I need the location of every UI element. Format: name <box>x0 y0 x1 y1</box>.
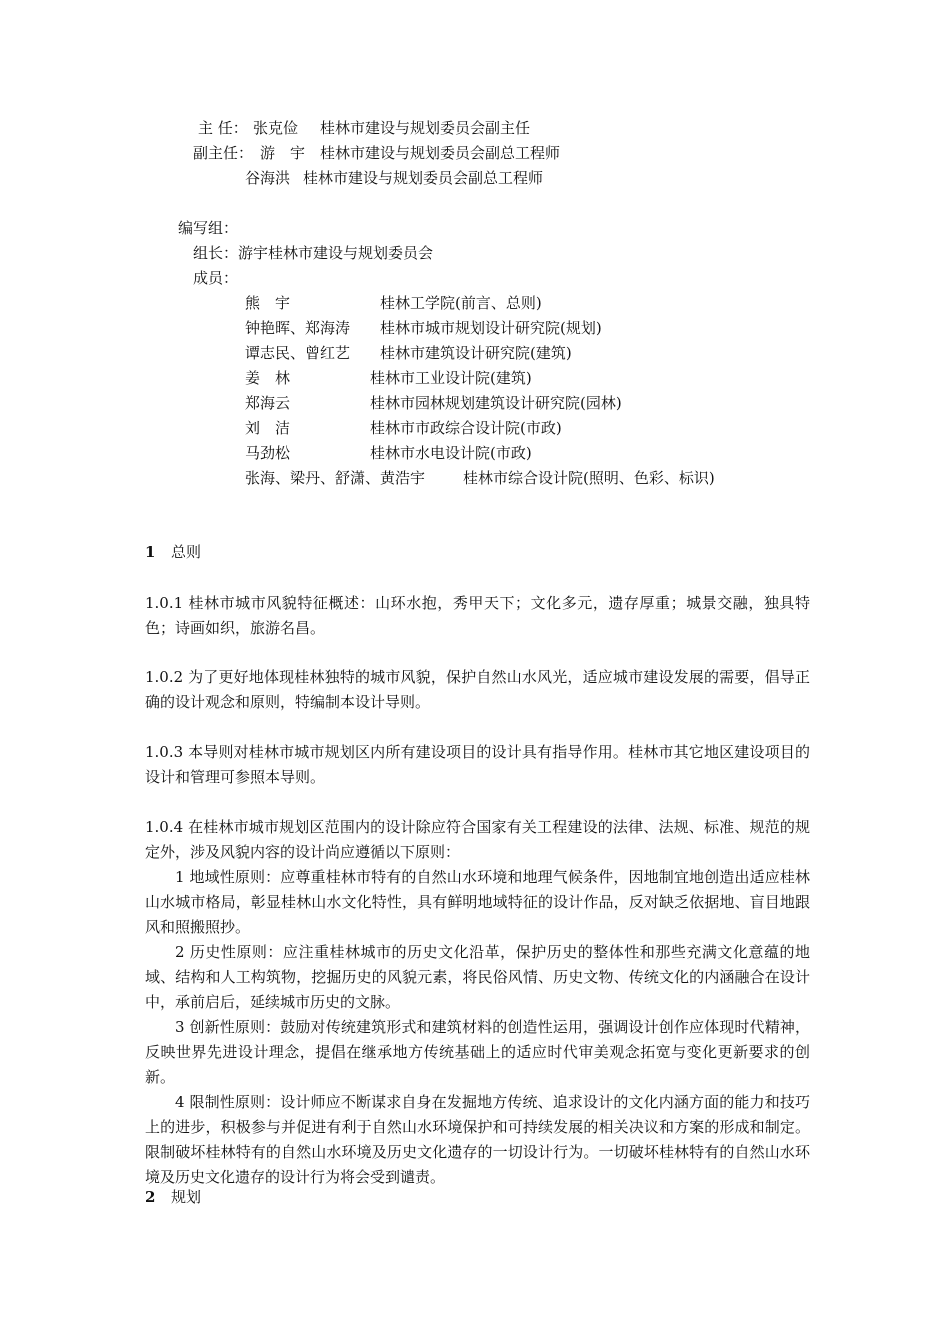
section-title: 规划 <box>171 1188 202 1206</box>
leader-director-title: 桂林市建设与规划委员会副主任 <box>320 119 531 137</box>
member-name: 姜 林 <box>245 369 291 387</box>
member-name: 熊 宇 <box>245 294 291 312</box>
leader-deputy-title: 桂林市建设与规划委员会副总工程师 <box>320 144 561 162</box>
member-org: 桂林工学院(前言、总则) <box>380 294 542 312</box>
member-name: 马劲松 <box>245 444 291 462</box>
clause-1-0-1: 1.0.1 桂林市城市风貌特征概述：山环水抱，秀甲天下；文化多元，遗存厚重；城景交融，独具特色；诗画如织，旅游名昌。 <box>145 594 810 637</box>
section-number: 1 <box>145 543 156 561</box>
leader-director-label: 主 任： <box>198 119 248 137</box>
leader-deputy-name: 游 宇 <box>260 144 306 162</box>
member-name: 张海、梁丹、舒潇、黄浩宇 <box>245 469 426 487</box>
member-name: 谭志民、曾红艺 <box>245 344 351 362</box>
leader-deputy2-title: 桂林市建设与规划委员会副总工程师 <box>303 169 544 187</box>
clause-1-0-3: 1.0.3 本导则对桂林市城市规划区内所有建设项目的设计具有指导作用。桂林市其它地区建设项目的设计和管理可参照本导则。 <box>145 743 810 786</box>
group-leader: 组长：游宇桂林市建设与规划委员会 <box>193 244 434 262</box>
leader-director-name: 张克俭 <box>253 119 299 137</box>
principle-historical: 2 历史性原则：应注重桂林城市的历史文化沿革，保护历史的整体性和那些充满文化意蕴的地域、结构和人工构筑物，挖掘历史的风貌元素，将民俗风情、历史文物、传统文化的内涵融合在设计中，承前启后，延续城市历史的文脉。 <box>145 943 810 1011</box>
clause-1-0-2: 1.0.2 为了更好地体现桂林独特的城市风貌，保护自然山水风光，适应城市建设发展的需要，倡导正确的设计观念和原则，特编制本设计导则。 <box>145 668 810 711</box>
member-org: 桂林市园林规划建筑设计研究院(园林) <box>370 394 622 412</box>
leader-deputy2-name: 谷海洪 <box>245 169 291 187</box>
principle-innovation: 3 创新性原则：鼓励对传统建筑形式和建筑材料的创造性运用，强调设计创作应体现时代精神，反映世界先进设计理念，提倡在继承地方传统基础上的适应时代审美观念拓宽与变化更新要求的创新。 <box>145 1018 810 1086</box>
member-org: 桂林市市政综合设计院(市政) <box>370 419 562 437</box>
principle-regional: 1 地域性原则：应尊重桂林市特有的自然山水环境和地理气候条件，因地制宜地创造出适应桂林山水城市格局，彰显桂林山水文化特性，具有鲜明地域特征的设计作品，反对缺乏依据地、盲目地跟风和照搬照抄。 <box>145 868 810 936</box>
principle-restrictive: 4 限制性原则：设计师应不断谋求自身在发掘地方传统、追求设计的文化内涵方面的能力和技巧上的进步，积极参与并促进有利于自然山水环境保护和可持续发展的相关决议和方案的形成和制定。限制破坏桂林特有的自然山水环境及历史文化遗存的一切设计行为。一切破坏桂林特有的自然山水环境及历史文化遗存的设计行为将会受到谴责。 <box>145 1093 810 1186</box>
section-title: 总则 <box>171 543 202 561</box>
member-name: 郑海云 <box>245 394 291 412</box>
member-name: 钟艳晖、郑海涛 <box>245 319 351 337</box>
section-2-heading <box>145 1185 201 1209</box>
member-org: 桂林市城市规划设计研究院(规划) <box>380 319 602 337</box>
group-members-label: 成员： <box>193 269 239 287</box>
clause-1-0-4: 1.0.4 在桂林市城市规划区范围内的设计除应符合国家有关工程建设的法律、法规、标准、规范的规定外，涉及风貌内容的设计尚应遵循以下原则： <box>145 818 810 861</box>
member-org: 桂林市综合设计院(照明、色彩、标识) <box>463 469 715 487</box>
member-name: 刘 洁 <box>245 419 291 437</box>
member-org: 桂林市建筑设计研究院(建筑) <box>380 344 572 362</box>
group-heading: 编写组： <box>178 219 239 237</box>
member-org: 桂林市水电设计院(市政) <box>370 444 532 462</box>
section-1-heading <box>145 540 201 564</box>
leader-deputy-label: 副主任： <box>193 144 254 162</box>
section-number: 2 <box>145 1188 156 1206</box>
member-org: 桂林市工业设计院(建筑) <box>370 369 532 387</box>
